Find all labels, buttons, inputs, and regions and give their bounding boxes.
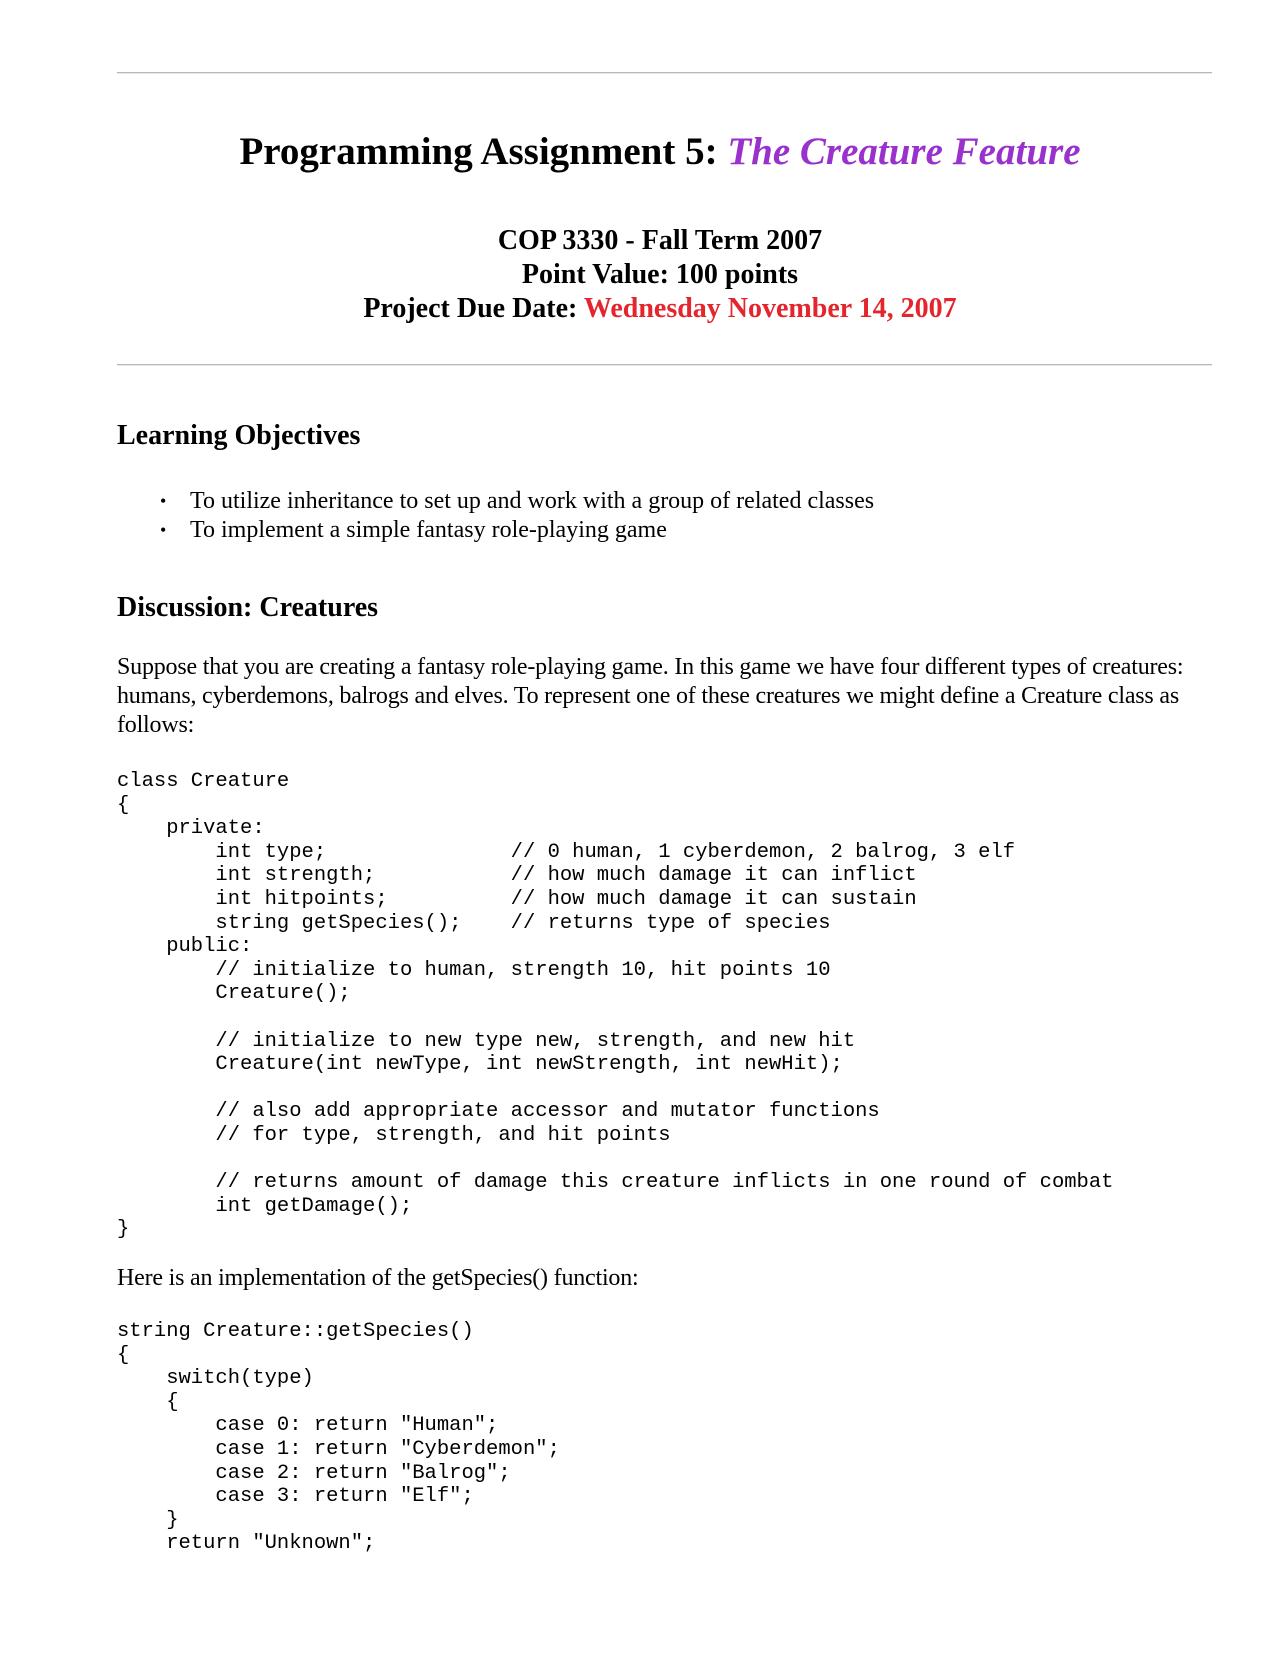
- creature-class-code: class Creature { private: int type; // 0 human, 1 cyberdemon, 2 balrog, 3 elf int strength; // how much damage it can inflict int hitpoints; // how much damage it can sustain string getSpecies(); // returns type of species public: // initialize to human, strength 10, hit points 10 Creature(); // initialize to new type new, strength, and new hit Creature(int newType, int newStrength, int newHit); // also add appropriate accessor and mutator functions // for type, strength, and hit points // returns amount of damage this creature inflicts in one round of combat int getDamage(); }: [117, 770, 1114, 1242]
- list-item: [117, 487, 874, 516]
- point-value-line: Point Value: 100 points: [521, 259, 799, 290]
- bullet-icon: •: [160, 491, 167, 511]
- objective-text: To implement a simple fantasy role-playing game: [190, 517, 667, 543]
- due-label: Project Due Date:: [363, 293, 584, 324]
- objectives-list: [117, 487, 874, 545]
- discussion-intro: Suppose that you are creating a fantasy role-playing game. In this game we have four different types of creatures: humans, cyberdemons, balrogs and elves. To represent one of these creatures we might define a Creature class as follows:: [117, 654, 1184, 738]
- title-main: Programming Assignment 5:: [239, 130, 728, 173]
- get-species-code: string Creature::getSpecies() { switch(type) { case 0: return "Human"; case 1: return "Cyberdemon"; case 2: return "Balrog"; case 3: return "Elf"; } return "Unknown";: [117, 1320, 560, 1556]
- objective-text: To utilize inheritance to set up and work with a group of related classes: [190, 488, 875, 514]
- header-bottom-rule: [117, 364, 1212, 366]
- bullet-icon: •: [160, 520, 167, 540]
- assignment-meta: [0, 224, 1280, 326]
- title-subtitle: The Creature Feature: [727, 130, 1081, 173]
- course-line: COP 3330 - Fall Term 2007: [497, 225, 823, 256]
- list-item: [117, 516, 874, 545]
- due-date-line: [0, 292, 1280, 326]
- top-rule: [117, 72, 1212, 74]
- page-title: [0, 126, 1280, 178]
- impl-intro: Here is an implementation of the getSpecies() function:: [117, 1265, 639, 1291]
- objectives-heading: Learning Objectives: [117, 420, 361, 451]
- discussion-heading: Discussion: Creatures: [117, 592, 379, 623]
- due-date: Wednesday November 14, 2007: [583, 293, 957, 324]
